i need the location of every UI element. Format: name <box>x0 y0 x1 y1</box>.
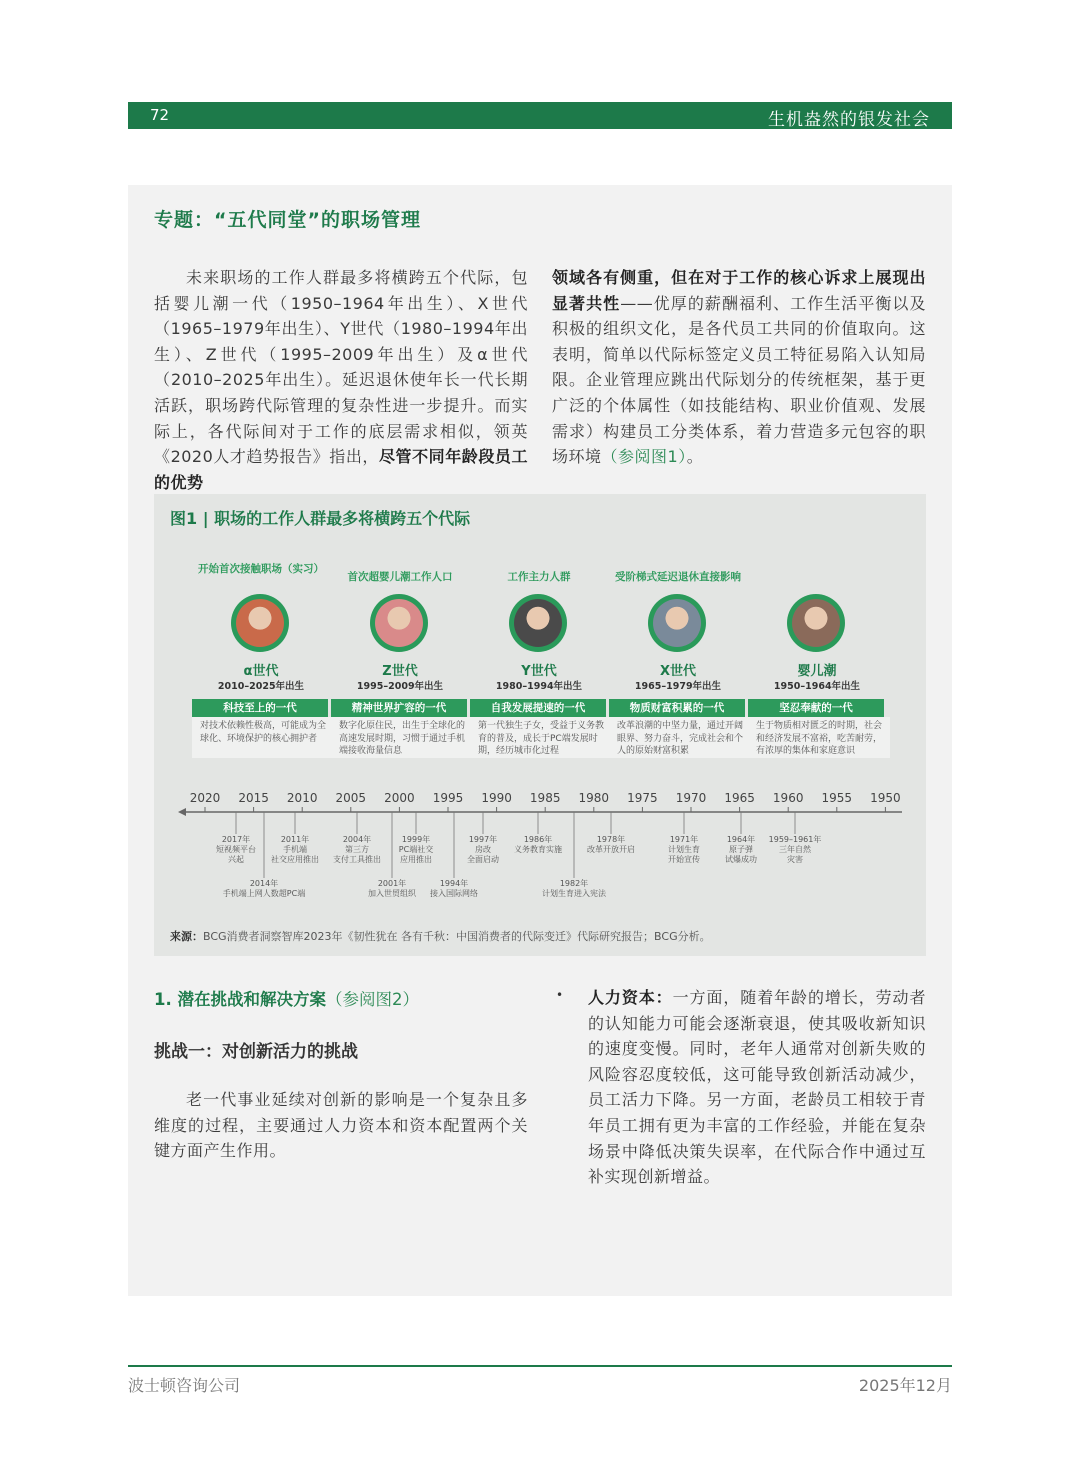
intro-right-column <box>552 265 926 470</box>
header-bar <box>128 102 952 129</box>
event-label: 原子弹 <box>729 845 753 854</box>
generation-tagline: 精神世界扩容的一代 <box>331 699 467 717</box>
event-label: PC端社交 <box>398 845 434 854</box>
event-label: 1999年 <box>401 835 431 844</box>
figure-1 <box>154 494 926 956</box>
human-capital-text: 一方面，随着年龄的增长，劳动者的认知能力可能会逐渐衰退，使其吸收新知识的速度变慢。同时，老年人通常对创新失败的风险容忍度较低，这可能导致创新活动减少，员工活力下降。另一方面，老龄员工相较于青年员工拥有更为丰富的工作经验，并能在复杂场景中降低决策失误率，在代际合作中通过互补实现创新增益。 <box>588 988 926 1187</box>
axis-tick-label: 1985 <box>529 791 561 805</box>
event-label: 开始宣传 <box>668 855 700 864</box>
generation-name: Z世代 <box>382 664 418 679</box>
footer-company: 波士顿咨询公司 <box>128 1376 241 1395</box>
event-label: 1964年 <box>726 835 756 844</box>
page-number: 72 <box>150 106 170 124</box>
intro-left-text: 未来职场的工作人群最多将横跨五个代际，包括婴儿潮一代（1950–1964年出生）、X世代（1965–1979年出生）、Y世代（1980–1994年出生）、Z世代（1995–2009年出生）及α世代（2010–2025年出生）。延迟退休使年长一代长期活跃，职场跨代际管理的复杂性进一步提升。而实际上，各代际间对于工作的底层需求相似，领英《2020人才趋势报告》指出， <box>154 268 528 467</box>
event-label: 1959–1961年 <box>768 835 822 844</box>
generation-description: 改革浪潮的中坚力量，通过开阔眼界、努力奋斗，完成社会和个人的原始财富积累 <box>609 717 751 758</box>
event-label: 计划生育 <box>668 845 700 854</box>
event-label: 加入世贸组织 <box>368 889 416 898</box>
axis-tick-label: 1995 <box>432 791 464 805</box>
axis-tick-label: 1960 <box>772 791 804 805</box>
intro-right-end: 。 <box>686 447 704 467</box>
generation-milestone: 开始首次接触职场（实习） <box>198 563 324 575</box>
event-label: 1997年 <box>468 835 498 844</box>
bullet-marker: • <box>556 988 564 1002</box>
generation-milestone: 受阶梯式延迟退休直接影响 <box>615 571 741 583</box>
event-label: 2017年 <box>221 835 251 844</box>
figure-2-reference-link[interactable]: （参阅图2） <box>326 990 419 1009</box>
generation-milestone: 工作主力人群 <box>507 571 571 583</box>
event-label: 1986年 <box>523 835 553 844</box>
axis-tick-label: 2015 <box>238 791 269 805</box>
event-label: 试爆成功 <box>725 855 757 864</box>
challenge-1-paragraph: 老一代事业延续对创新的影响是一个复杂且多维度的过程，主要通过人力资本和资本配置两个关键方面产生作用。 <box>154 1090 528 1161</box>
event-label: 短视频平台 <box>216 845 256 854</box>
axis-tick-label: 1950 <box>870 791 901 805</box>
generation-years: 2010–2025年出生 <box>217 681 305 692</box>
event-label: 2011年 <box>280 835 310 844</box>
generation-years: 1965–1979年出生 <box>634 681 722 692</box>
axis-tick-label: 1980 <box>578 791 610 805</box>
generation-tagline: 物质财富积累的一代 <box>609 699 745 717</box>
axis-tick-label: 1975 <box>627 791 658 805</box>
generation-years: 1995–2009年出生 <box>356 681 444 692</box>
generation-tagline: 自我发展提速的一代 <box>470 699 606 717</box>
running-title: 生机盎然的银发社会 <box>768 110 930 130</box>
figure-title: 图1 | 职场的工作人群最多将横跨五个代际 <box>170 509 471 528</box>
event-label: 2001年 <box>377 879 407 888</box>
intro-left-column <box>154 265 528 495</box>
axis-tick-label: 2005 <box>335 791 367 805</box>
intro-right-bold: 领域各有侧重，但在对于工作的核心诉求上展现出显著共性 <box>552 268 926 313</box>
generation-tagline: 科技至上的一代 <box>192 699 328 717</box>
event-label: 2014年 <box>249 879 279 888</box>
figure-1-reference-link[interactable]: （参阅图1） <box>601 447 687 467</box>
generation-description: 数字化原住民，出生于全球化的高速发展时期，习惯于通过手机端接收海量信息 <box>331 717 473 758</box>
event-label: 手机端上网人数超PC端 <box>222 889 306 898</box>
generation-description: 对技术依赖性极高，可能成为全球化、环境保护的核心拥护者 <box>192 717 334 758</box>
event-label: 2004年 <box>342 835 372 844</box>
axis-tick-label: 1970 <box>675 791 707 805</box>
challenge-1-heading: 挑战一：对创新活力的挑战 <box>154 1042 358 1062</box>
generation-milestone: 首次超婴儿潮工作人口 <box>347 571 453 583</box>
axis-tick-label: 1965 <box>724 791 755 805</box>
section-1-title: 1. 潜在挑战和解决方案 <box>154 990 326 1009</box>
axis-tick-label: 1955 <box>821 791 853 805</box>
axis-tick-label: 2020 <box>189 791 221 805</box>
generation-description: 生于物质相对匮乏的时期，社会和经济发展不富裕，吃苦耐劳，有浓厚的集体和家庭意识 <box>748 717 890 758</box>
axis-tick-label: 2010 <box>286 791 318 805</box>
event-label: 支付工具推出 <box>333 855 381 864</box>
topic-title: 专题：“五代同堂”的职场管理 <box>154 209 421 231</box>
source-label: 来源： <box>170 930 203 943</box>
event-label: 1994年 <box>439 879 469 888</box>
intro-left-bold: 尽管不同年龄段员工的优势 <box>154 447 528 492</box>
event-label: 计划生育进入宪法 <box>542 889 606 898</box>
footer-rule <box>128 1365 952 1367</box>
axis-tick-label: 1990 <box>481 791 512 805</box>
event-label: 第三方 <box>345 845 369 854</box>
event-label: 灾害 <box>787 855 803 864</box>
event-label: 1971年 <box>669 835 699 844</box>
event-label: 社交应用推出 <box>271 855 319 864</box>
event-label: 手机端 <box>283 845 307 854</box>
intro-right-text: ——优厚的薪酬福利、工作生活平衡以及积极的组织文化，是各代员工共同的价值取向。这表明，简单以代际标签定义员工特征易陷入认知局限。企业管理应跳出代际划分的传统框架，基于更广泛的个体属性（如技能结构、职业价值观、发展需求）构建员工分类体系，着力营造多元包容的职场环境 <box>552 293 926 467</box>
event-label: 义务教育实施 <box>514 845 562 854</box>
figure-source <box>170 928 711 944</box>
section-1-heading <box>154 986 419 1010</box>
footer-date: 2025年12月 <box>858 1376 952 1395</box>
generation-tagline: 坚忍奉献的一代 <box>748 699 884 717</box>
event-label: 全面启动 <box>467 855 499 864</box>
generation-name: 婴儿潮 <box>797 664 837 679</box>
event-label: 1978年 <box>596 835 626 844</box>
event-label: 1982年 <box>559 879 589 888</box>
source-text: BCG消费者洞察智库2023年《韧性犹在 各有千秋：中国消费者的代际变迁》代际研究报告；BCG分析。 <box>203 930 711 943</box>
human-capital-label: 人力资本： <box>588 988 673 1007</box>
generation-name: α世代 <box>243 664 279 679</box>
timeline-axis <box>154 494 926 914</box>
generation-years: 1950–1964年出生 <box>773 681 861 692</box>
event-label: 兴起 <box>228 855 244 864</box>
timeline-arrow <box>178 808 186 816</box>
human-capital-paragraph <box>588 985 926 1190</box>
event-label: 房改 <box>475 845 491 854</box>
event-label: 三年自然 <box>779 845 811 854</box>
axis-tick-label: 2000 <box>384 791 415 805</box>
generation-description: 第一代独生子女，受益于义务教育的普及，成长于PC端发展时期，经历城市化过程 <box>470 717 612 758</box>
generation-years: 1980–1994年出生 <box>495 681 583 692</box>
generation-name: X世代 <box>659 664 697 679</box>
event-label: 改革开放开启 <box>587 845 635 854</box>
generation-name: Y世代 <box>521 664 557 679</box>
event-label: 接入国际网络 <box>430 889 478 898</box>
event-label: 应用推出 <box>400 855 432 864</box>
